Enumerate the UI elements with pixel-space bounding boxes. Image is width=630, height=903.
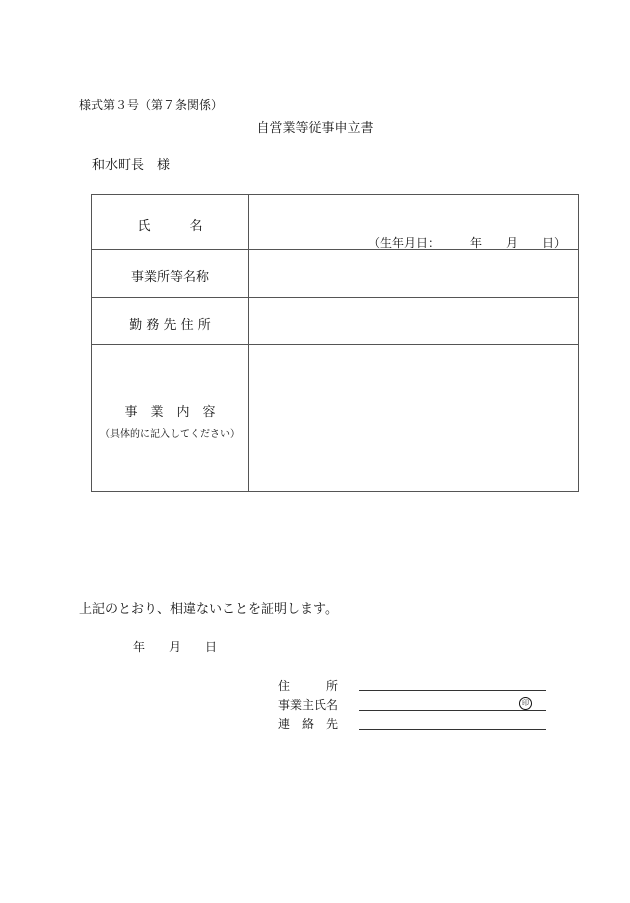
name-label-cell [92, 195, 249, 249]
workplace-address-label: 勤 務 先 住 所 [129, 318, 211, 333]
table-row-workplace-address [92, 298, 578, 345]
business-name-label: 事業所等名称 [130, 270, 209, 285]
contact-line[interactable] [359, 729, 546, 730]
table-row-business-content [92, 345, 578, 491]
document-title: 自営業等従事申立書 [256, 121, 374, 136]
owner-name-line[interactable] [359, 710, 546, 711]
business-content-field[interactable] [249, 345, 578, 491]
business-content-label: 事 業 内 容 [124, 405, 216, 420]
business-content-label-cell [92, 345, 249, 491]
workplace-address-label-cell [92, 298, 249, 344]
address-line[interactable] [359, 690, 546, 691]
birthdate-label: （生年月日： 年 月 日） [367, 236, 566, 250]
contact-label: 連 絡 先 [278, 717, 339, 731]
table-row-business-name [92, 250, 578, 298]
date-line: 年 月 日 [133, 640, 218, 654]
certification-statement: 上記のとおり、相違ないことを証明します。 [79, 602, 338, 617]
business-name-label-cell [92, 250, 249, 297]
table-row-name [92, 195, 578, 250]
owner-name-label: 事業主氏名 [278, 698, 339, 712]
addressee: 和水町長 様 [92, 158, 171, 173]
form-number: 様式第３号（第７条関係） [79, 98, 224, 112]
name-label: 氏 名 [137, 219, 203, 234]
seal-icon: 印 [519, 697, 532, 710]
workplace-address-field[interactable] [249, 298, 578, 344]
business-content-note: （具体的に記入してください） [100, 429, 240, 440]
name-field[interactable] [249, 195, 578, 249]
address-label: 住 所 [278, 679, 339, 693]
application-table [91, 194, 579, 492]
business-name-field[interactable] [249, 250, 578, 297]
